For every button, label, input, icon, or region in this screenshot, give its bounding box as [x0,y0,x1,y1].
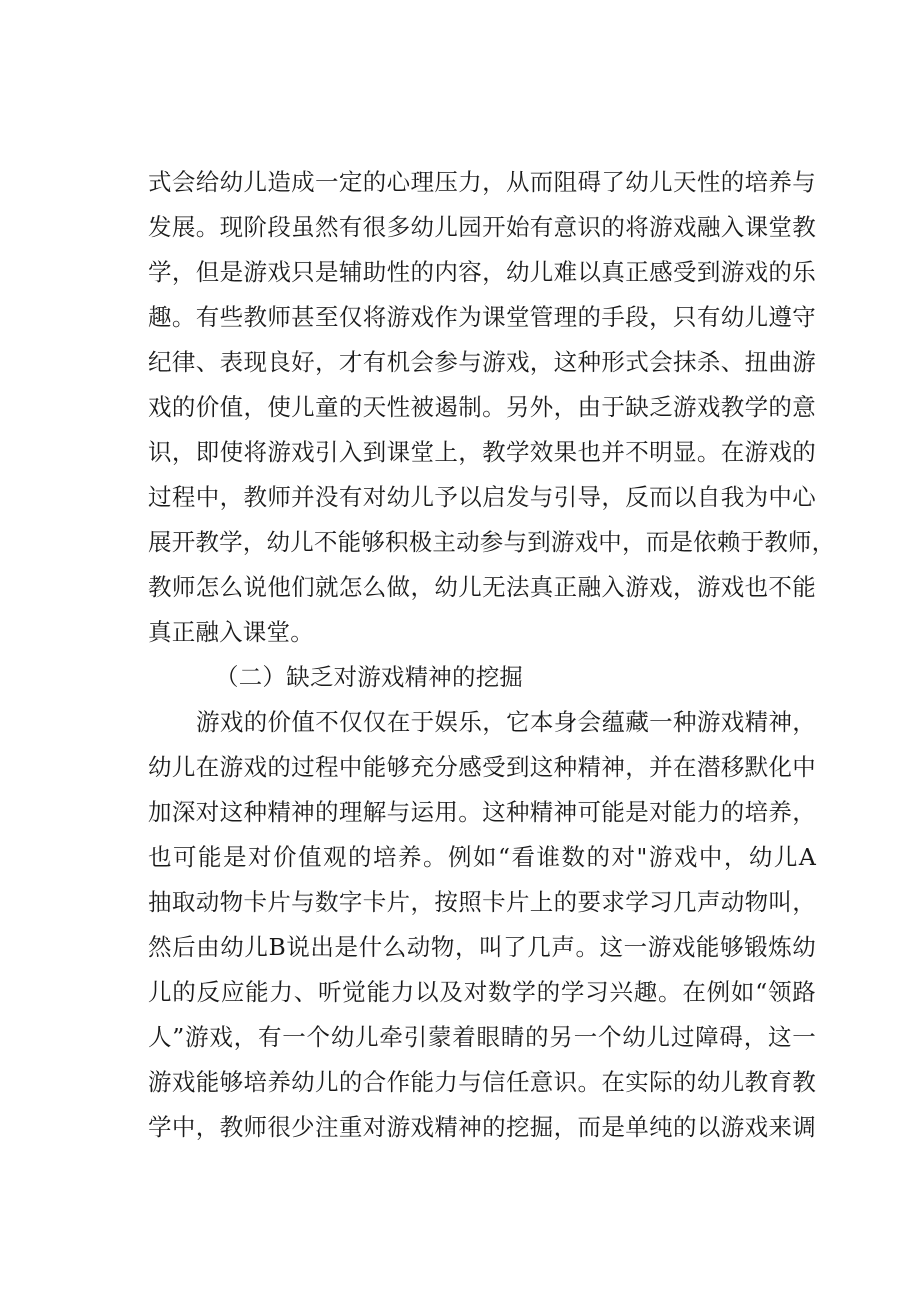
body-text-line: 戏的价值，使儿童的天性被遏制。另外，由于缺乏游戏教学的意 [148,393,816,421]
body-text-line: 人”游戏，有一个幼儿牵引蒙着眼睛的另一个幼儿过障碍，这一 [148,1023,816,1051]
body-text-line: 纪律、表现良好，才有机会参与游戏，这种形式会抹杀、扭曲游 [148,348,816,376]
body-text-line: 教师怎么说他们就怎么做，幼儿无法真正融入游戏，游戏也不能 [148,573,816,601]
body-text-line: 学中，教师很少注重对游戏精神的挖掘，而是单纯的以游戏来调 [148,1113,816,1141]
body-text-line: 游戏的价值不仅仅在于娱乐，它本身会蕴藏一种游戏精神， [196,708,816,736]
body-text-line: 真正融入课堂。 [148,618,314,646]
body-text-line: 学，但是游戏只是辅助性的内容，幼儿难以真正感受到游戏的乐 [148,258,816,286]
body-text-line: 发展。现阶段虽然有很多幼儿园开始有意识的将游戏融入课堂教 [148,213,816,241]
body-text-line: 加深对这种精神的理解与运用。这种精神可能是对能力的培养， [148,798,816,826]
body-text-line: 式会给幼儿造成一定的心理压力，从而阻碍了幼儿天性的培养与 [148,168,816,196]
body-text-line: 然后由幼儿B说出是什么动物，叫了几声。这一游戏能够锻炼幼 [148,933,816,961]
body-text-line: 儿的反应能力、听觉能力以及对数学的学习兴趣。在例如“领路 [148,978,816,1006]
body-text-line: 识，即使将游戏引入到课堂上，教学效果也并不明显。在游戏的 [148,438,816,466]
body-text-line: 也可能是对价值观的培养。例如“看谁数的对"游戏中，幼儿A [148,843,816,871]
body-text-line: 趣。有些教师甚至仅将游戏作为课堂管理的手段，只有幼儿遵守 [148,303,816,331]
body-text-line: 过程中，教师并没有对幼儿予以启发与引导，反而以自我为中心 [148,483,816,511]
section-heading: （二）缺乏对游戏精神的挖掘 [215,663,524,691]
body-text-line: 抽取动物卡片与数字卡片，按照卡片上的要求学习几声动物叫， [148,888,816,916]
body-text-line: 游戏能够培养幼儿的合作能力与信任意识。在实际的幼儿教育教 [148,1068,816,1096]
body-text-line: 展开教学，幼儿不能够积极主动参与到游戏中，而是依赖于教师， [148,528,836,556]
body-text-line: 幼儿在游戏的过程中能够充分感受到这种精神，并在潜移默化中 [148,753,816,781]
